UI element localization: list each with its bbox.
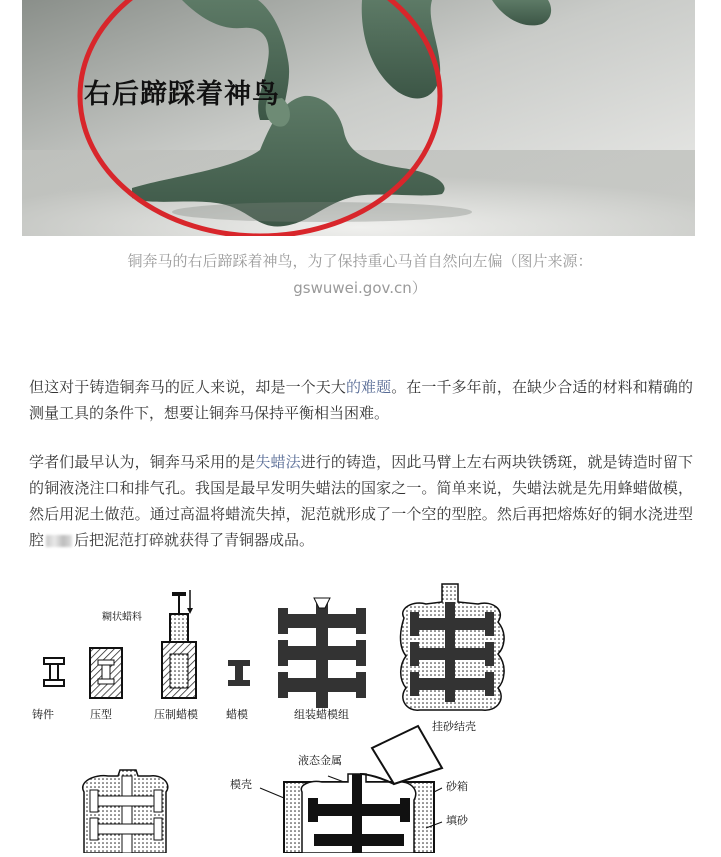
bronze-horse-photo	[22, 0, 695, 236]
link-lost-wax[interactable]: 失蜡法	[255, 453, 301, 471]
link-difficulty[interactable]: 的难题	[345, 378, 392, 396]
label-assemble: 组装蜡模组	[294, 708, 349, 721]
label-fill-sand: 填砂	[446, 814, 468, 827]
paragraph-balance-difficulty	[29, 374, 693, 426]
label-sand-shell: 挂砂结壳	[432, 720, 476, 733]
paragraph-text: 学者们最早认为，铜奔马采用的是	[29, 453, 256, 471]
label-wax-model: 蜡模	[226, 708, 248, 721]
label-casting: 铸件	[32, 708, 54, 721]
photo-overlay-text: 右后蹄踩着神鸟	[84, 79, 280, 110]
paragraph-text: 。在一千多年前，在缺少合适的材料和精确的测量工具的条件下，想要让铜奔马保持平衡相当困难。	[29, 378, 693, 422]
lost-wax-diagram	[22, 578, 562, 853]
sand-shell-shape	[401, 584, 505, 710]
label-paste-wax: 糊状蜡料	[102, 612, 142, 623]
paragraph-text: 进行的铸造，因此马臂上左右两块铁锈斑，就是铸造时留下的铜液浇注口和排气孔。我国是最早发明失蜡法的国家之一。简单来说，失蜡法就是先用蜂蜡做模，然后用泥土做范。通过高温将蜡流失掉，泥范就形成了一个空的型腔。然后再把熔炼好的铜水浇进型腔	[29, 453, 693, 549]
paragraph-text: 后把泥范打碎就获得了青铜器成品。	[74, 531, 315, 549]
photo-caption	[30, 248, 690, 302]
wax-tree-shape	[278, 598, 366, 708]
paragraph-lost-wax	[29, 449, 693, 553]
pouring-setup	[260, 726, 442, 853]
lost-wax-diagram-art	[22, 578, 562, 853]
mold-shape	[90, 648, 122, 698]
label-mold: 压型	[90, 708, 112, 721]
bronze-horse-photo-art	[22, 0, 695, 236]
press-wax-shape	[162, 590, 196, 698]
label-press-wax: 压制蜡模	[154, 708, 198, 721]
caption-line-2: gswuwei.gov.cn）	[293, 279, 427, 297]
caption-line-1: 铜奔马的右后蹄踩着神鸟，为了保持重心马首自然向左偏（图片来源：	[127, 252, 593, 270]
shell-bottom-left	[83, 770, 168, 853]
paragraph-text: 但这对于铸造铜奔马的匠人来说，却是一个天大	[29, 378, 346, 396]
label-shell: 模壳	[230, 778, 252, 791]
label-sandbox: 砂箱	[446, 780, 468, 793]
wax-model-shape	[228, 660, 250, 686]
label-liquid-metal: 液态金属	[298, 754, 342, 767]
casting-shape	[44, 658, 64, 686]
blurred-text	[46, 535, 72, 547]
